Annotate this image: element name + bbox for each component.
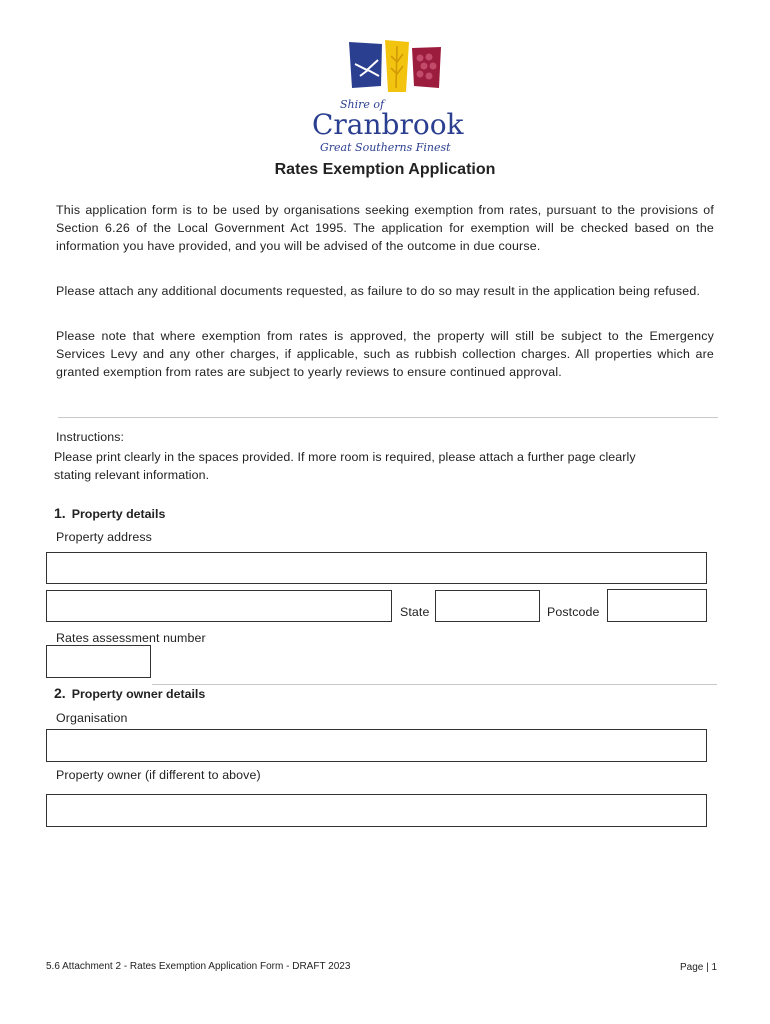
- section-1-number: 1.: [54, 505, 66, 521]
- instructions-heading: Instructions:: [56, 430, 125, 444]
- shire-logo: [308, 38, 468, 156]
- logo-name: Cranbrook: [312, 108, 464, 141]
- property-address-label: Property address: [56, 530, 152, 544]
- cranbrook-emblem: [308, 38, 468, 156]
- section-1-title: Property details: [71, 507, 166, 521]
- state-label: State: [400, 605, 430, 619]
- property-address-line-2-field[interactable]: [46, 590, 392, 622]
- logo-tagline: Great Southerns Finest: [320, 141, 451, 154]
- intro-paragraph: This application form is to be used by organisations seeking exemption from rates, pursuant to the provisions of Section 6.26 of the Local Government Act 1995. The application for exemption will be checked based on the information you have provided, and you will be advised of the outcome in due course.: [56, 203, 714, 253]
- property-owner-field[interactable]: [46, 794, 707, 827]
- instructions-line-1: Please print clearly in the spaces provided. If more room is required, please attach a further page clearly: [54, 450, 636, 464]
- page-title: Rates Exemption Application: [274, 161, 496, 178]
- rates-assessment-label: Rates assessment number: [56, 631, 206, 645]
- emblem-blue-panel: [349, 42, 382, 88]
- property-owner-label: Property owner (if different to above): [56, 768, 261, 782]
- section-2-heading: [54, 685, 205, 701]
- section-2-number: 2.: [54, 685, 66, 701]
- levy-paragraph: Please note that where exemption from rates is approved, the property will still be subject to the Emergency Services Levy and any other charges, if applicable, such as rubbish collection charges. All properties which are granted exemption from rates are subject to yearly reviews to ensure continued approval.: [56, 329, 714, 379]
- footer-page-number: Page | 1: [680, 962, 718, 973]
- section-1-heading: [54, 505, 165, 521]
- instructions-line-2: stating relevant information.: [54, 468, 210, 482]
- section-divider: [152, 684, 717, 685]
- organisation-field[interactable]: [46, 729, 707, 762]
- section-2-title: Property owner details: [71, 687, 206, 701]
- state-field[interactable]: [435, 590, 540, 622]
- postcode-label: Postcode: [547, 605, 600, 619]
- attach-paragraph: Please attach any additional documents requested, as failure to do so may result in the application being refused.: [56, 284, 701, 298]
- rates-assessment-field[interactable]: [46, 645, 151, 678]
- property-address-line-1-field[interactable]: [46, 552, 707, 584]
- divider: [58, 417, 718, 418]
- postcode-field[interactable]: [607, 589, 707, 622]
- logo-shire-of: Shire of: [340, 98, 385, 111]
- footer-document-title: 5.6 Attachment 2 - Rates Exemption Application Form - DRAFT 2023: [46, 961, 351, 972]
- organisation-label: Organisation: [56, 711, 128, 725]
